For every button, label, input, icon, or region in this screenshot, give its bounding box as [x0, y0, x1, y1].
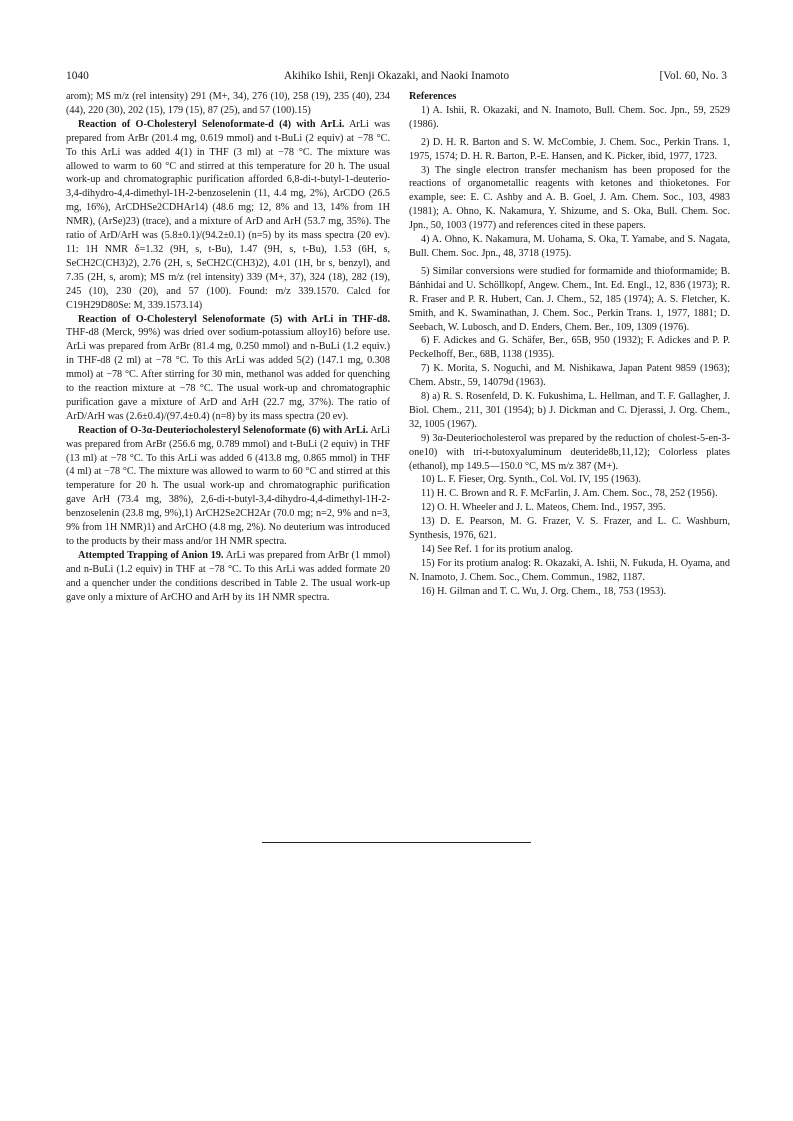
end-rule [262, 842, 531, 843]
experimental-column [66, 90, 390, 605]
reference-item: 7) K. Morita, S. Noguchi, and M. Nishikawa, Japan Patent 9859 (1963); Chem. Abstr., 59, 14079d (1963). [409, 363, 730, 389]
paragraph: Reaction of O-3α-Deuteriocholesteryl Selenoformate (6) with ArLi. ArLi was prepared from ArBr (256.6 mg, 0.789 mmol) and t-BuLi (2 equiv) in THF (13 ml) at −78 °C. To this ArLi was added 6 (413.8 mg, 0.865 mmol) in THF (4 ml) at −78 °C. The mixture was allowed to warm to 60 °C and stirred at this temperature for 20 h. The usual work-up and chromatographic purification gave ArH (73.4 mg, 38%), 2,6-di-t-butyl-3,4-dihydro-4,4-dimethyl-1H-2-benzoselenin (23.8 mg, 9%),1) ArCH2Se2CH2Ar (70.0 mg; n=2, 9% and n=3, 9% from 1H NMR)1) and ArCHO (4.8 mg, 2%). No deuterium was introduced to the products by their mass and/or 1H NMR spectra. [66, 424, 390, 547]
reference-item: 1) A. Ishii, R. Okazaki, and N. Inamoto, Bull. Chem. Soc. Jpn., 59, 2529 (1986). [409, 104, 730, 130]
reference-item: 13) D. E. Pearson, M. G. Frazer, V. S. Frazer, and L. C. Washburn, Synthesis, 1976, 621. [409, 516, 730, 542]
running-header [66, 70, 727, 86]
running-authors: Akihiko Ishii, Renji Okazaki, and Naoki Inamoto [283, 70, 510, 82]
section-heading: Attempted Trapping of Anion 19. [78, 549, 224, 561]
paragraph: arom); MS m/z (rel intensity) 291 (M+, 34), 276 (10), 258 (19), 235 (40), 234 (44), 220 (30), 202 (15), 179 (15), 87 (25), and 57 (100).15) [66, 91, 390, 116]
reference-item: 5) Similar conversions were studied for formamide and thioformamide; B. Bánhidai and U. Schöllkopf, Angew. Chem., Int. Ed. Engl., 12, 836 (1973); R. R. Fraser and P. R. Hubert, Can. J. Chem., 52, 185 (1974); A. S. Fletcher, K. Smith, and K. Swaminathan, J. Chem. Soc., Perkin Trans. 1, 1977, 1881; D. Seebach, W. Lubosch, and D. Enders, Chem. Ber., 109, 1309 (1976). [409, 265, 730, 333]
paragraph: Reaction of O-Cholesteryl Selenoformate-d (4) with ArLi. ArLi was prepared from ArBr (201.4 mg, 0.619 mmol) and t-BuLi (2 equiv) at −78 °C. To this ArLi was added 4(1) in THF (3 ml) at −78 °C. The mixture was allowed to warm to 60 °C and stirred at this temperature for 20 h. The usual work-up and chromatographic purification afforded 6,8-di-t-butyl-1-deuterio-3,4-dihydro-4,4-dimethyl-1H-2-benzoselenin (11, 4.4 mg, 2%), ArCDO (26.5 mg, 16%), ArCDHSe2CDHAr14) (48.6 mg; 12, 8% and 13, 14% from 1H NMR), (ArSe)23) (trace), and a mixture of ArD and ArH (53.7 mg, 35%). The ratio of ArD/ArH was (5.8±0.1)/(94.2±0.1) (n=5) by its mass spectra (20 ev). 11: 1H NMR δ=1.32 (9H, s, t-Bu), 1.47 (9H, s, t-Bu), 1.53 (6H, s, SeCH2C(CH3)2), 2.76 (2H, s, SeCH2C(CH3)2), 4.01 (1H, br s, benzyl), and 7.35 (2H, s, arom); MS m/z (rel intensity) 339 (M+, 37), 324 (18), 282 (19), 245 (10), 230 (20), and 57 (100). Found: m/z 339.1570. Calcd for C19H29D80Se: M, 339.1573.14) [66, 118, 391, 311]
section-heading: Reaction of O-3α-Deuteriocholesteryl Selenoformate (6) with ArLi. [78, 424, 369, 436]
reference-item: 14) See Ref. 1 for its protium analog. [421, 544, 573, 555]
reference-item: 11) H. C. Brown and R. F. McFarlin, J. Am. Chem. Soc., 78, 252 (1956). [421, 488, 718, 500]
volume-info: [Vol. 60, No. 3 [659, 70, 727, 82]
section-heading: Reaction of O-Cholesteryl Selenoformate-d (4) with ArLi. [78, 118, 345, 130]
references-title: References [409, 91, 457, 102]
paragraph: Attempted Trapping of Anion 19. ArLi was prepared from ArBr (1 mmol) and n-BuLi (1.2 equiv) in THF at −78 °C. To this ArLi was added formate 20 and a quencher under the conditions described in Table 2. The usual work-up gave only a mixture of ArCHO and ArH by its 1H NMR spectra. [66, 549, 391, 603]
reference-item: 10) L. F. Fieser, Org. Synth., Col. Vol. IV, 195 (1963). [421, 474, 641, 486]
reference-item: 16) H. Gilman and T. C. Wu, J. Org. Chem., 18, 753 (1953). [421, 585, 667, 597]
reference-item: 8) a) R. S. Rosenfeld, D. K. Fukushima, L. Hellman, and T. F. Gallagher, J. Biol. Chem., 211, 301 (1954); b) J. Dickman and C. Djerassi, J. Org. Chem., 32, 1005 (1967). [409, 391, 730, 430]
reference-item: 12) O. H. Wheeler and J. L. Mateos, Chem. Ind., 1957, 395. [421, 502, 666, 514]
section-heading: Reaction of O-Cholesteryl Selenoformate (5) with ArLi in THF-d8. [78, 313, 390, 325]
reference-item: 2) D. H. R. Barton and S. W. McCombie, J. Chem. Soc., Perkin Trans. 1, 1975, 1574; D. H. R. Barton, P.-E. Hansen, and K. Picker, ibid, 1977, 1723. [409, 136, 730, 162]
paragraph: Reaction of O-Cholesteryl Selenoformate (5) with ArLi in THF-d8. THF-d8 (Merck, 99%) was dried over sodium-potassium alloy16) before use. ArLi was prepared from ArBr (81.4 mg, 0.250 mmol) and n-BuLi (1.2 equiv.) in THF-d8 (2 ml) at −78 °C. To this ArLi was added 5(2) (147.1 mg, 0.308 mmol) at −78 °C. After stirring for 30 min, methanol was added for quenching to the reaction mixture at −78 °C. The usual work-up and chromatographic purification gave a mixture of ArD and ArH (22.7 mg, 37%). The ratio of ArD/ArH was (2.6±0.4)/(97.4±0.4) (n=8) by its mass spectra (20 ev). [66, 313, 390, 422]
reference-item: 4) A. Ohno, K. Nakamura, M. Uohama, S. Oka, T. Yamabe, and S. Nagata, Bull. Chem. Soc. Jpn., 48, 3718 (1975). [409, 234, 730, 259]
reference-item: 6) F. Adickes and G. Schäfer, Ber., 65B, 950 (1932); F. Adickes and P. P. Peckelhoff, Ber., 68B, 1138 (1935). [409, 335, 730, 361]
reference-item: 15) For its protium analog: R. Okazaki, A. Ishii, N. Fukuda, H. Oyama, and N. Inamoto, J. Chem. Soc., Chem. Commun., 1982, 1187. [409, 557, 730, 583]
reference-item: 3) The single electron transfer mechanism has been proposed for the reactions of organometallic reagents with ketones and thioketones. For example, see: E. C. Ashby and A. B. Goel, J. Am. Chem. Soc., 103, 4983 (1981); A. Ohno, K. Nakamura, Y. Shizume, and S. Oka, Bull. Chem. Soc. Jpn., 50, 1003 (1977) and references cited in these papers. [409, 164, 730, 232]
references-column [409, 90, 730, 599]
reference-item: 9) 3α-Deuteriocholesterol was prepared by the reduction of cholest-5-en-3-one10) with tri-t-butoxyaluminum deuteride8b,11,12); Colorless plates (ethanol), mp 149.5—150.0 °C, MS m/z 387 (M+). [409, 432, 730, 472]
page-number: 1040 [66, 70, 89, 82]
